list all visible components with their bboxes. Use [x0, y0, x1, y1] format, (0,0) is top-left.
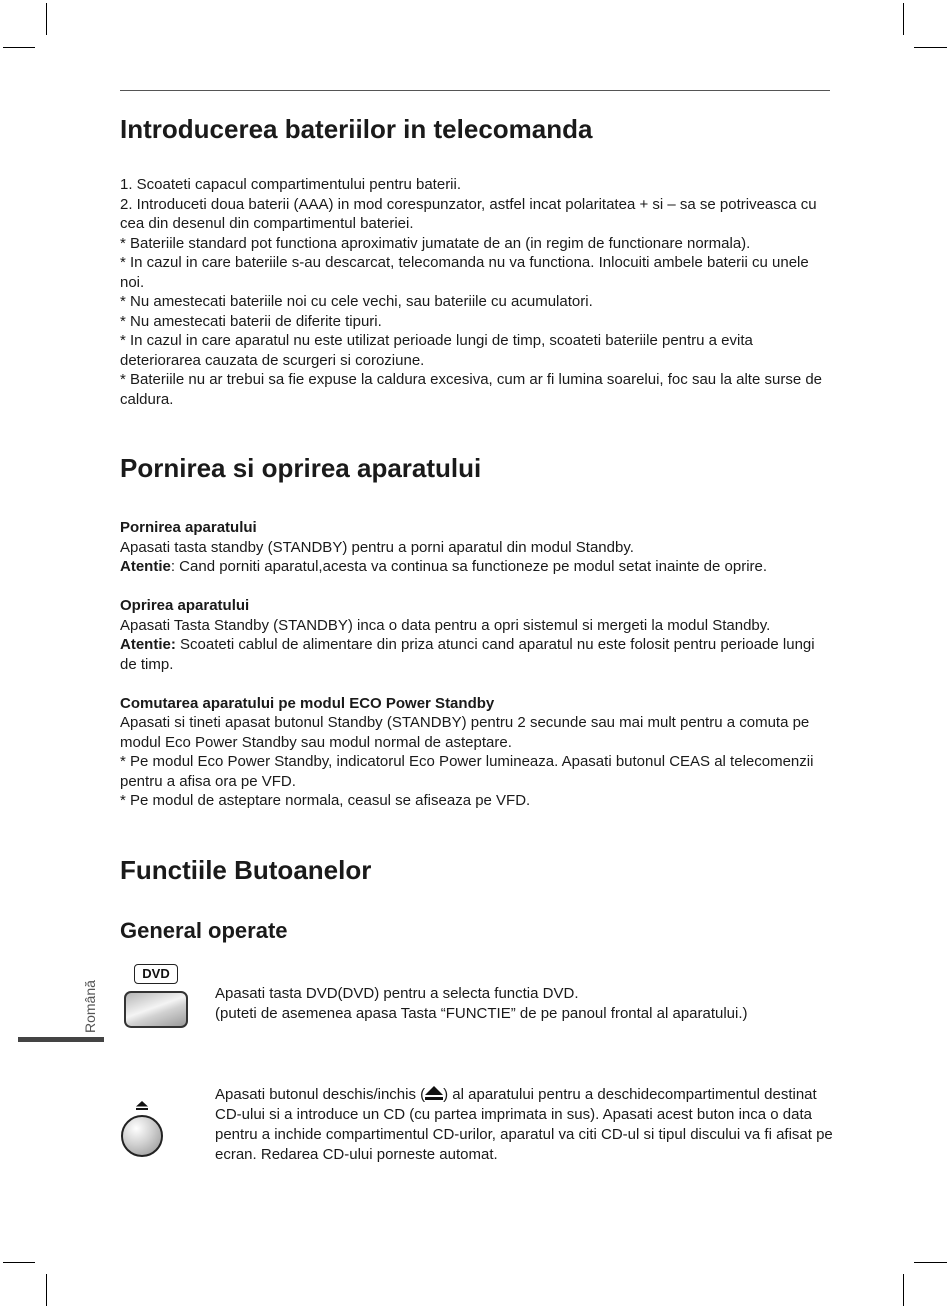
power-off-text: Apasati Tasta Standby (STANDBY) inca o data pentru a opri sistemul si mergeti la modul Standby.	[120, 616, 771, 634]
crop-mark	[3, 47, 35, 48]
section-title-power: Pornirea si oprirea aparatului	[120, 453, 482, 483]
language-tab-label: Română	[82, 980, 98, 1033]
dvd-description	[215, 984, 835, 1024]
dvd-button-icon	[124, 991, 188, 1028]
crop-mark	[46, 1274, 47, 1306]
crop-mark	[3, 1262, 35, 1263]
battery-line: * In cazul in care aparatul nu este utilizat perioade lungi de timp, scoateti bateriile pentru a evita deteriorarea cauzata de scurgeri si coroziune.	[120, 332, 753, 369]
battery-line: * Bateriile standard pot functiona aproximativ jumatate de an (in regim de functionare normala).	[120, 234, 751, 252]
eco-line: * Pe modul de asteptare normala, ceasul se afiseaza pe VFD.	[120, 792, 531, 809]
section-title-batteries: Introducerea bateriilor in telecomanda	[120, 114, 593, 144]
battery-line: * Nu amestecati bateriile noi cu cele vechi, sau bateriile cu acumulatori.	[120, 293, 593, 310]
eject-icon	[425, 1086, 443, 1100]
note-label: Atentie	[120, 558, 171, 575]
batteries-instructions	[120, 175, 832, 409]
crop-mark	[46, 3, 47, 35]
language-tab-bar	[18, 1037, 104, 1042]
battery-line: 2. Introduceti doua baterii (AAA) in mod corespunzator, astfel incat polaritatea + si – sa se potriveasca cu cea din desenul din compartimentul bateriei.	[120, 195, 817, 232]
eco-line: Apasati si tineti apasat butonul Standby (STANDBY) pentru 2 secunde sau mai mult pentru a comuta pe modul Eco Power Standby sau modul normal de asteptare.	[120, 714, 810, 751]
power-instructions	[120, 518, 832, 811]
eco-line: * Pe modul Eco Power Standby, indicatorul Eco Power lumineaza. Apasati butonul CEAS al telecomenzii pentru a afisa ora pe VFD.	[120, 753, 814, 790]
power-off-subtitle: Oprirea aparatului	[120, 597, 250, 614]
crop-mark	[914, 47, 947, 48]
note-label: Atentie:	[120, 636, 176, 653]
dvd-key-label: DVD	[134, 964, 178, 984]
note-text: : Cand porniti aparatul,acesta va continua sa functioneze pe modul setat inainte de oprire.	[170, 558, 768, 575]
eject-description	[215, 1085, 835, 1165]
crop-mark	[903, 1274, 904, 1306]
power-on-text: Apasati tasta standby (STANDBY) pentru a porni aparatul din modul Standby.	[120, 538, 634, 556]
battery-line: 1. Scoateti capacul compartimentului pentru baterii.	[120, 176, 462, 193]
dvd-line: (puteti de asemenea apasa Tasta “FUNCTIE” de pe panoul frontal al aparatului.)	[215, 1005, 748, 1022]
dvd-line: Apasati tasta DVD(DVD) pentru a selecta functia DVD.	[215, 985, 579, 1002]
power-on-subtitle: Pornirea aparatului	[120, 519, 257, 536]
eco-subtitle: Comutarea aparatului pe modul ECO Power Standby	[120, 694, 495, 712]
battery-line: * Nu amestecati baterii de diferite tipuri.	[120, 312, 382, 330]
crop-mark	[903, 3, 904, 35]
power-on-note	[120, 557, 832, 577]
power-off-note	[120, 635, 832, 674]
section-title-buttons: Functiile Butoanelor	[120, 855, 372, 885]
eject-text-start: Apasati butonul deschis/inchis (	[215, 1086, 426, 1103]
open-close-button-icon	[121, 1115, 163, 1157]
eject-text-end: ) al aparatului pentru a deschidecompartimentul destinat CD-ului si a introduce un CD (cu partea imprimata in sus). Apasati acest buton inca o data pentru a inchide compartimentul CD-urilor, aparatul va citi CD-ul si tipul discului va fi afisat pe ecran. Redarea CD-ului porneste automat.	[215, 1086, 833, 1163]
header-rule	[120, 90, 830, 91]
note-text: Scoateti cablul de alimentare din priza atunci cand aparatul nu este folosit pentru perioade lungi de timp.	[120, 636, 815, 673]
crop-mark	[914, 1262, 947, 1263]
general-operate-title: General operate	[120, 918, 288, 943]
battery-line: * In cazul in care bateriile s-au descarcat, telecomanda nu va functiona. Inlocuiti ambele baterii cu unele noi.	[120, 254, 809, 291]
battery-line: * Bateriile nu ar trebui sa fie expuse la caldura excesiva, cum ar fi lumina soarelui, foc sau la alte surse de caldura.	[120, 371, 823, 408]
eject-icon	[136, 1101, 148, 1110]
